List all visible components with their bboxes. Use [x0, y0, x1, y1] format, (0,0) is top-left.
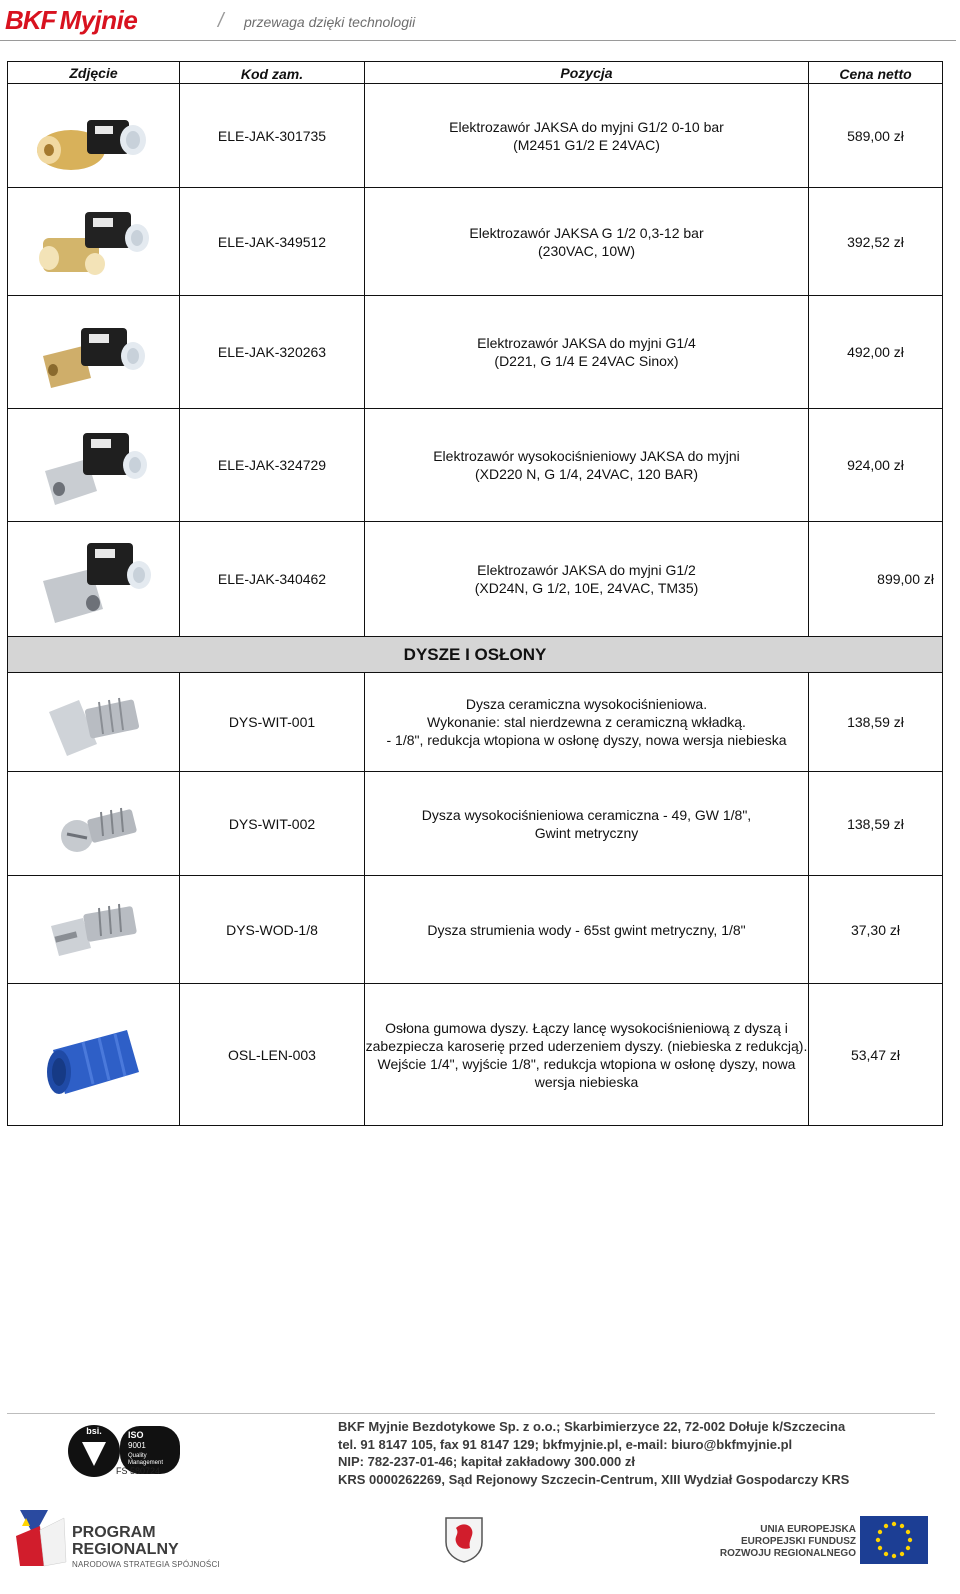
product-description	[365, 84, 809, 188]
product-price: 37,30 zł	[809, 876, 943, 984]
product-price: 53,47 zł	[809, 984, 943, 1126]
product-code: ELE-JAK-301735	[180, 84, 365, 188]
description-line: Osłona gumowa dyszy. Łączy lancę wysokociśnieniową z dyszą i	[385, 1019, 788, 1036]
table-row	[8, 296, 943, 409]
iso-bsi-text: bsi.	[86, 1426, 102, 1436]
description-line: Elektrozawór JAKSA do myjni G1/2	[477, 562, 696, 578]
product-price: 138,59 zł	[809, 673, 943, 772]
product-photo	[8, 673, 180, 772]
product-code: DYS-WOD-1/8	[180, 876, 365, 984]
table-row	[8, 409, 943, 522]
solenoid-valve-brass-image	[29, 92, 159, 180]
griffin-crest-icon	[442, 1514, 486, 1564]
product-price: 392,52 zł	[809, 188, 943, 296]
description-line: (M2451 G1/2 E 24VAC)	[513, 136, 660, 153]
header-photo: Zdjęcie	[8, 62, 180, 84]
description-line: zabezpiecza karoserię przed uderzeniem dyszy. (niebieska z redukcją).	[365, 1037, 808, 1054]
program-title-line: REGIONALNY	[72, 1541, 179, 1558]
table-header-row	[8, 62, 943, 84]
description-line: (XD24N, G 1/2, 10E, 24VAC, TM35)	[474, 580, 699, 596]
product-photo	[8, 296, 180, 409]
product-code: OSL-LEN-003	[180, 984, 365, 1126]
solenoid-valve-steel-image	[29, 419, 159, 511]
product-table	[7, 61, 943, 1126]
product-photo	[8, 984, 180, 1126]
description-line: Dysza wysokociśnieniowa ceramiczna - 49, GW 1/8",	[421, 806, 752, 823]
product-code: DYS-WIT-002	[180, 772, 365, 876]
eu-fund-text	[716, 1524, 856, 1560]
description-line: Gwint metryczny	[534, 824, 639, 841]
description-line: Elektrozawór JAKSA do myjni G1/4	[477, 335, 696, 351]
product-price: 492,00 zł	[809, 296, 943, 409]
logo-brand-text: Myjnie	[59, 4, 138, 35]
solenoid-valve-steel-image	[29, 531, 159, 627]
logo-bkf-text: BKF	[5, 4, 56, 35]
product-description	[365, 188, 809, 296]
program-title	[72, 1524, 179, 1558]
company-line: NIP: 782-237-01-46; kapitał zakładowy 300.000 zł	[338, 1454, 635, 1469]
description-line: Dysza ceramiczna wysokociśnieniowa.	[465, 696, 708, 712]
product-price: 138,59 zł	[809, 772, 943, 876]
iso-number-text: 9001	[128, 1441, 146, 1450]
iso-quality-text: Quality	[128, 1453, 147, 1459]
iso-fs-number: FS 580724	[116, 1466, 161, 1476]
product-photo	[8, 84, 180, 188]
product-code: ELE-JAK-340462	[180, 522, 365, 637]
description-line: (230VAC, 10W)	[538, 242, 635, 259]
eu-flag-icon	[860, 1516, 928, 1564]
product-description	[365, 522, 809, 637]
header-tagline: przewaga dzięki technologii	[244, 14, 416, 30]
product-photo	[8, 188, 180, 296]
product-code: DYS-WIT-001	[180, 673, 365, 772]
header-divider: /	[218, 10, 224, 32]
eu-line: EUROPEJSKI FUNDUSZ	[740, 1536, 856, 1547]
product-photo	[8, 409, 180, 522]
product-photo	[8, 522, 180, 637]
product-description	[365, 984, 809, 1126]
product-price: 589,00 zł	[809, 84, 943, 188]
product-photo	[8, 772, 180, 876]
description-line: Wykonanie: stal nierdzewna z ceramiczną wkładką.	[427, 714, 746, 730]
page-header	[0, 0, 960, 42]
section-row	[8, 637, 943, 673]
description-line: Elektrozawór JAKSA do myjni G1/2 0-10 bar	[449, 118, 724, 135]
header-price: Cena netto	[809, 62, 943, 84]
eu-line: UNIA EUROPEJSKA	[760, 1524, 856, 1535]
table-row	[8, 876, 943, 984]
description-line: Wejście 1/4", wyjście 1/8", redukcja wtopiona w osłonę dyszy, nowa	[377, 1055, 796, 1072]
solenoid-valve-small-image	[29, 308, 159, 396]
product-code: ELE-JAK-320263	[180, 296, 365, 409]
table-row	[8, 772, 943, 876]
table-row	[8, 522, 943, 637]
description-line: Elektrozawór wysokociśnieniowy JAKSA do myjni	[433, 448, 740, 464]
product-description	[365, 673, 809, 772]
product-description	[365, 296, 809, 409]
bkf-logo	[5, 6, 137, 34]
company-line: tel. 91 8147 105, fax 91 8147 129; bkfmyjnie.pl, e-mail: biuro@bkfmyjnie.pl	[338, 1436, 793, 1452]
header-item: Pozycja	[365, 62, 809, 84]
section-title: DYSZE I OSŁONY	[8, 637, 943, 673]
table-row	[8, 673, 943, 772]
product-description	[365, 409, 809, 522]
program-title-line: PROGRAM	[72, 1524, 156, 1541]
iso-management-text: Management	[128, 1460, 164, 1466]
description-line: (D221, G 1/4 E 24VAC Sinox)	[494, 353, 679, 369]
description-line: Elektrozawór JAKSA G 1/2 0,3-12 bar	[469, 224, 704, 241]
product-code: ELE-JAK-324729	[180, 409, 365, 522]
eu-line: ROZWOJU REGIONALNEGO	[719, 1548, 856, 1559]
company-line: BKF Myjnie Bezdotykowe Sp. z o.o.; Skarbimierzyce 22, 72-002 Dołuje k/Szczecina	[338, 1419, 846, 1434]
description-line: (XD220 N, G 1/4, 24VAC, 120 BAR)	[474, 466, 699, 482]
ceramic-nozzle-image	[39, 682, 149, 762]
rubber-cover-image	[39, 1010, 149, 1100]
product-photo	[8, 876, 180, 984]
product-code: ELE-JAK-349512	[180, 188, 365, 296]
company-line: KRS 0000262269, Sąd Rejonowy Szczecin-Centrum, XIII Wydział Gospodarczy KRS	[338, 1471, 850, 1487]
metric-nozzle-image	[39, 784, 149, 864]
company-details	[338, 1418, 858, 1488]
product-price: 899,00 zł	[809, 522, 943, 637]
product-price: 924,00 zł	[809, 409, 943, 522]
description-line: wersja niebieska	[534, 1073, 639, 1090]
product-description	[365, 876, 809, 984]
iso-label-text: ISO	[128, 1430, 144, 1440]
table-row	[8, 984, 943, 1126]
description-line: - 1/8", redukcja wtopiona w osłonę dyszy, nowa wersja niebieska	[386, 732, 787, 748]
table-row	[8, 84, 943, 188]
program-subtitle: NARODOWA STRATEGIA SPÓJNOŚCI	[72, 1560, 220, 1569]
solenoid-valve-brass-image	[29, 198, 159, 286]
description-line: Dysza strumienia wody - 65st gwint metryczny, 1/8"	[427, 921, 746, 938]
table-row	[8, 188, 943, 296]
header-code: Kod zam.	[180, 62, 365, 84]
water-jet-nozzle-image	[39, 890, 149, 970]
header-rule	[0, 40, 956, 41]
product-description	[365, 772, 809, 876]
footer-rule	[7, 1413, 935, 1414]
